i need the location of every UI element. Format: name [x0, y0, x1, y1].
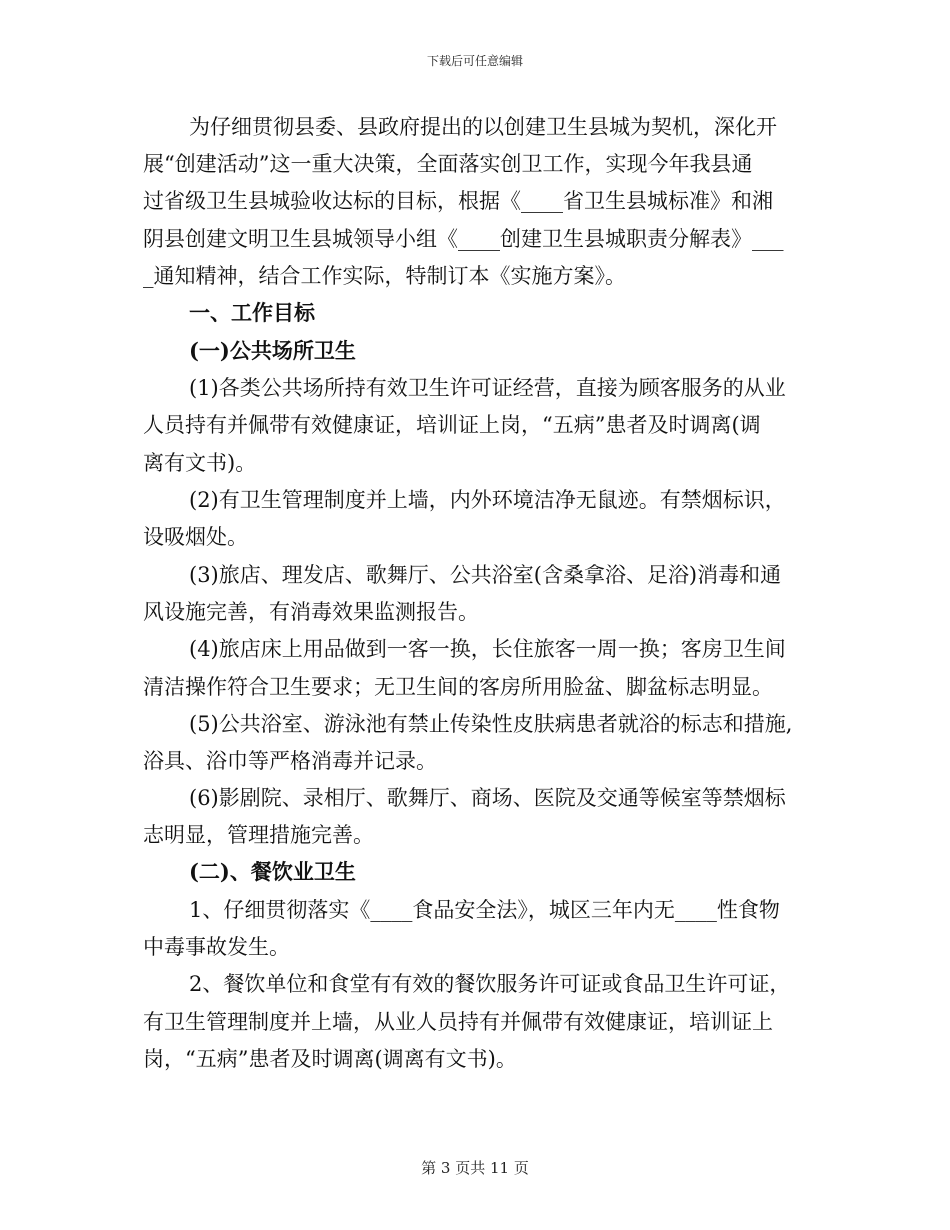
body-line: 岗，“五病”患者及时调离(调离有文书)。	[143, 1047, 517, 1071]
subsection-heading: (一)公共场所卫生	[189, 338, 356, 363]
body-line: 有卫生管理制度并上墙，从业人员持有并佩带有效健康证，培训证上	[143, 1010, 773, 1034]
subsection-heading: (二)、餐饮业卫生	[189, 859, 356, 884]
body-line: 过省级卫生县城验收达标的目标，根据《____省卫生县城标准》和湘	[143, 189, 773, 213]
body-line: (4)旅店床上用品做到一客一换，长住旅客一周一换；客房卫生间	[189, 637, 786, 661]
page-header: 下载后可任意编辑	[426, 54, 523, 68]
body-line: 清洁操作符合卫生要求；无卫生间的客房所用脸盆、脚盆标志明显。	[143, 675, 773, 699]
body-line: 风设施完善，有消毒效果监测报告。	[143, 600, 479, 624]
body-line: 离有文书)。	[143, 451, 257, 475]
body-line: 中毒事故发生。	[143, 935, 290, 959]
section-heading: 一、工作目标	[189, 300, 315, 325]
body-line: _通知精神，结合工作实际，特制订本《实施方案》。	[143, 264, 626, 288]
body-line: 志明显，管理措施完善。	[143, 823, 374, 847]
body-line: 为仔细贯彻县委、县政府提出的以创建卫生县城为契机，深化开	[189, 115, 777, 139]
body-line: 1、仔细贯彻落实《____食品安全法》，城区三年内无____性食物	[189, 898, 780, 922]
body-line: (5)公共浴室、游泳池有禁止传染性皮肤病患者就浴的标志和措施,	[189, 712, 793, 736]
body-line: (2)有卫生管理制度并上墙，内外环境洁净无鼠迹。有禁烟标识，	[189, 488, 786, 512]
page-footer: 第 3 页共 11 页	[421, 1159, 529, 1177]
body-line: 浴具、浴巾等严格消毒并记录。	[143, 749, 437, 773]
body-line: (3)旅店、理发店、歌舞厅、公共浴室(含桑拿浴、足浴)消毒和通	[189, 563, 782, 587]
body-line: 人员持有并佩带有效健康证，培训证上岗，“五病”患者及时调离(调	[143, 413, 761, 437]
body-line: 展“创建活动”这一重大决策，全面落实创卫工作，实现今年我县通	[143, 152, 753, 176]
body-line: (6)影剧院、录相厅、歌舞厅、商场、医院及交通等候室等禁烟标	[189, 786, 786, 810]
body-line: 设吸烟处。	[143, 525, 248, 549]
body-line: (1)各类公共场所持有效卫生许可证经营，直接为顾客服务的从业	[189, 376, 786, 400]
body-line: 阴县创建文明卫生县城领导小组《____创建卫生县城职责分解表》___	[143, 227, 784, 251]
body-line: 2、餐饮单位和食堂有有效的餐饮服务许可证或食品卫生许可证，	[189, 972, 791, 996]
